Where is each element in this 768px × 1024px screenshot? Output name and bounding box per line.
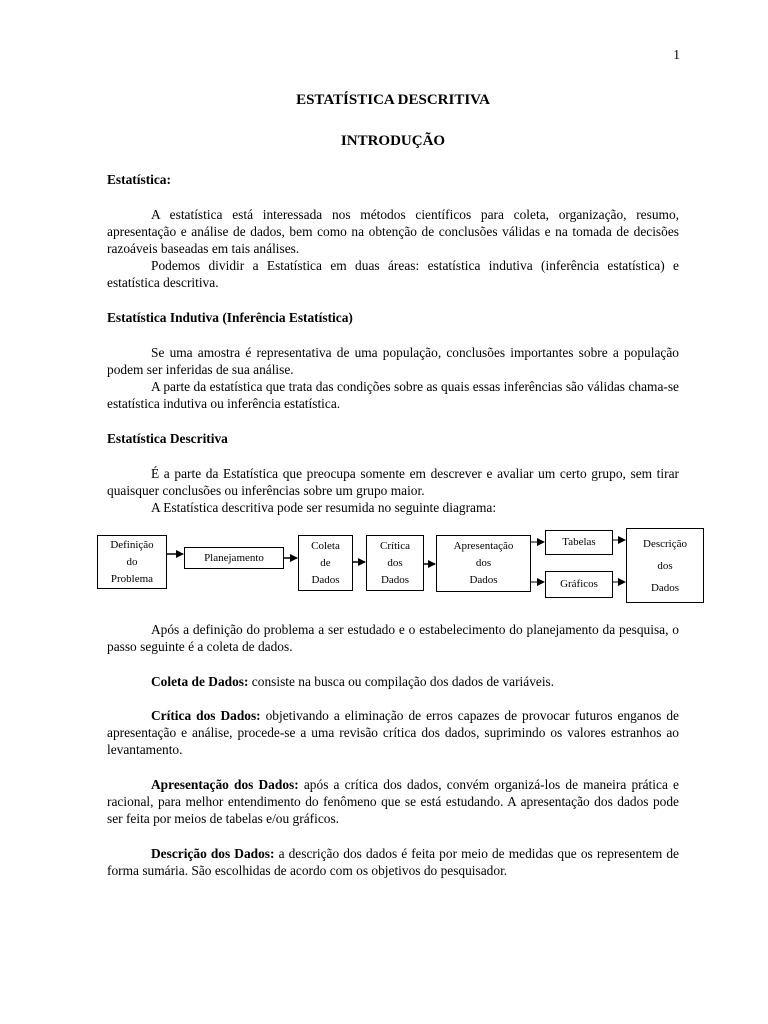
definition-apresentacao [107, 776, 679, 827]
paragraph-descritiva-1: É a parte da Estatística que preocupa somente em descrever e avaliar um certo grupo, sem tirar quaisquer conclusões ou inferências sobre um grupo maior. [107, 466, 679, 498]
text-critica: objetivando a eliminação de erros capazes de provocar futuros enganos de apresentação e análise, procede-se a uma revisão crítica dos dados, suprimindo os valores estranhos ao levantamento. [107, 708, 679, 757]
paragraph-indutiva-2: A parte da estatística que trata das condições sobre as quais essas inferências são válidas chama-se estatística indutiva ou inferência estatística. [107, 379, 679, 411]
paragraph-descritiva-2: A Estatística descritiva pode ser resumida no seguinte diagrama: [151, 500, 497, 515]
paragraph-indutiva-1: Se uma amostra é representativa de uma população, conclusões importantes sobre a população podem ser inferidas de sua análise. [107, 345, 679, 377]
heading-descritiva: Estatística Descritiva [107, 431, 228, 446]
paragraph-estatistica-1: A estatística está interessada nos métodos científicos para coleta, organização, resumo, apresentação e análise de dados, bem como na obtenção de conclusões válidas e na tomada de decisões razoáveis baseadas em tais análises. [107, 207, 679, 256]
box-critica-dados: Crítica dos Dados [366, 535, 424, 591]
heading-indutiva: Estatística Indutiva (Inferência Estatística) [107, 310, 353, 325]
text-apresentacao: após a crítica dos dados, convém organizá-los de maneira prática e racional, para melhor entendimento do fenômeno que se está estudando. A apresentação dos dados pode ser feita por meios de tabelas e/ou gráficos. [107, 777, 679, 826]
text-descricao: a descrição dos dados é feita por meio de medidas que os representem de forma sumária. São escolhidas de acordo com os objetivos do pesquisador. [107, 846, 679, 878]
box-definicao-problema: Definição do Problema [97, 535, 167, 589]
term-apresentacao: Apresentação dos Dados: [151, 777, 299, 792]
definition-coleta [107, 673, 679, 690]
box-apresentacao-dados: Apresentação dos Dados [436, 535, 531, 592]
document-title: ESTATÍSTICA DESCRITIVA [296, 92, 490, 108]
paragraph-after-diagram: Após a definição do problema a ser estudado e o estabelecimento do planejamento da pesquisa, o passo seguinte é a coleta de dados. [107, 622, 679, 654]
box-coleta-dados: Coleta de Dados [298, 535, 353, 591]
box-descricao-dados: Descrição dos Dados [626, 528, 704, 603]
text-coleta: consiste na busca ou compilação dos dados de variáveis. [248, 674, 555, 689]
definition-descricao [107, 845, 679, 879]
box-graficos: Gráficos [545, 571, 613, 598]
page-number: 1 [673, 47, 680, 62]
term-coleta: Coleta de Dados: [151, 674, 249, 689]
box-planejamento: Planejamento [184, 547, 284, 569]
document-subtitle: INTRODUÇÃO [340, 133, 446, 149]
box-tabelas: Tabelas [545, 530, 613, 555]
process-diagram [90, 520, 710, 612]
heading-estatistica: Estatística: [107, 172, 171, 187]
paragraph-estatistica-2: Podemos dividir a Estatística em duas áreas: estatística indutiva (inferência estatística) e estatística descritiva. [107, 258, 679, 290]
term-descricao: Descrição dos Dados: [151, 846, 275, 861]
definition-critica [107, 707, 679, 758]
term-critica: Crítica dos Dados: [151, 708, 261, 723]
